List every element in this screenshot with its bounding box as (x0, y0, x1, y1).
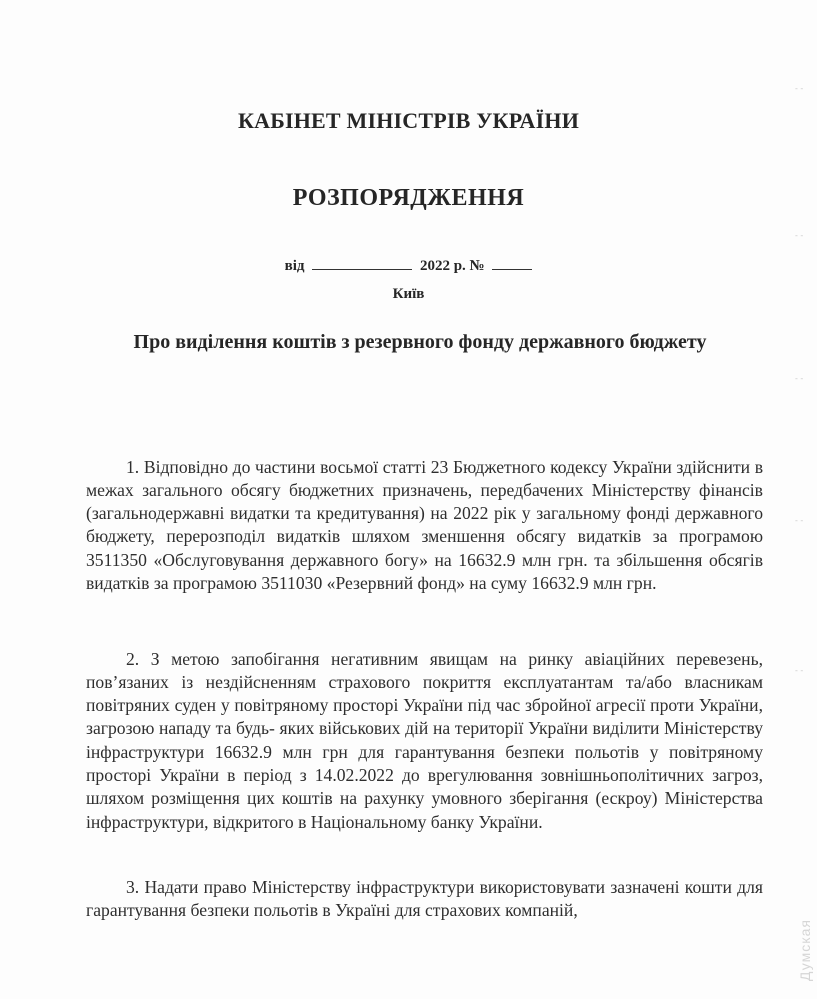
paragraph-3: 3. Надати право Міністерству інфраструктури використовувати зазначені кошти для гарантування безпеки польотів в Україні для страхових компаній, (86, 876, 763, 920)
date-number-line (0, 257, 817, 275)
margin-scan-mark: - - (795, 374, 804, 383)
date-blank (312, 257, 412, 270)
document-type-title: РОЗПОРЯДЖЕННЯ (292, 185, 525, 211)
margin-scan-mark: - - (795, 231, 804, 240)
paragraph-2: 2. З метою запобігання негативним явищам на ринку авіаційних перевезень, пов’язаних із нездійсненням страхового покриття експлуатантам та/або власникам повітряних суден у повітряному просторі України під час збройної агресії проти України, загрозою нападу та будь- яких військових дій на території України виділити Міністерству інфраструктури 16632.9 млн грн для гарантування безпеки польотів у повітряному просторі України в період з 14.02.2022 до врегулювання зовнішньополітичних загроз, шляхом розміщення цих коштів на рахунку умовного зберігання (ескроу) Міністерства інфраструктури, відкритого в Національному банку України. (86, 648, 763, 832)
document-subject: Про виділення коштів з резервного фонду державного бюджету (133, 331, 707, 353)
date-year-number-label: 2022 р. № (419, 258, 485, 274)
watermark: Думская (797, 918, 813, 981)
date-prefix: від (284, 258, 305, 274)
city-label: Київ (392, 286, 425, 302)
number-blank (492, 257, 532, 270)
paragraph-1: 1. Відповідно до частини восьмої статті 23 Бюджетного кодексу України здійснити в межах загального обсягу бюджетних призначень, передбачених Міністерству фінансів (загальнодержавні видатки та кредитування) на 2022 рік у загальному фонді державного бюджету, перерозподіл видатків шляхом зменшення обсягу видатків за програмою 3511350 «Обслуговування державного богу» на 16632.9 млн грн. та збільшення обсягів видатків за програмою 3511030 «Резервний фонд» на суму 16632.9 млн грн. (86, 456, 763, 594)
margin-scan-mark: - - (795, 666, 804, 675)
margin-scan-mark: - - (795, 516, 804, 525)
margin-scan-mark: - - (795, 84, 804, 93)
organization-title: КАБІНЕТ МІНІСТРІВ УКРАЇНИ (237, 108, 580, 133)
